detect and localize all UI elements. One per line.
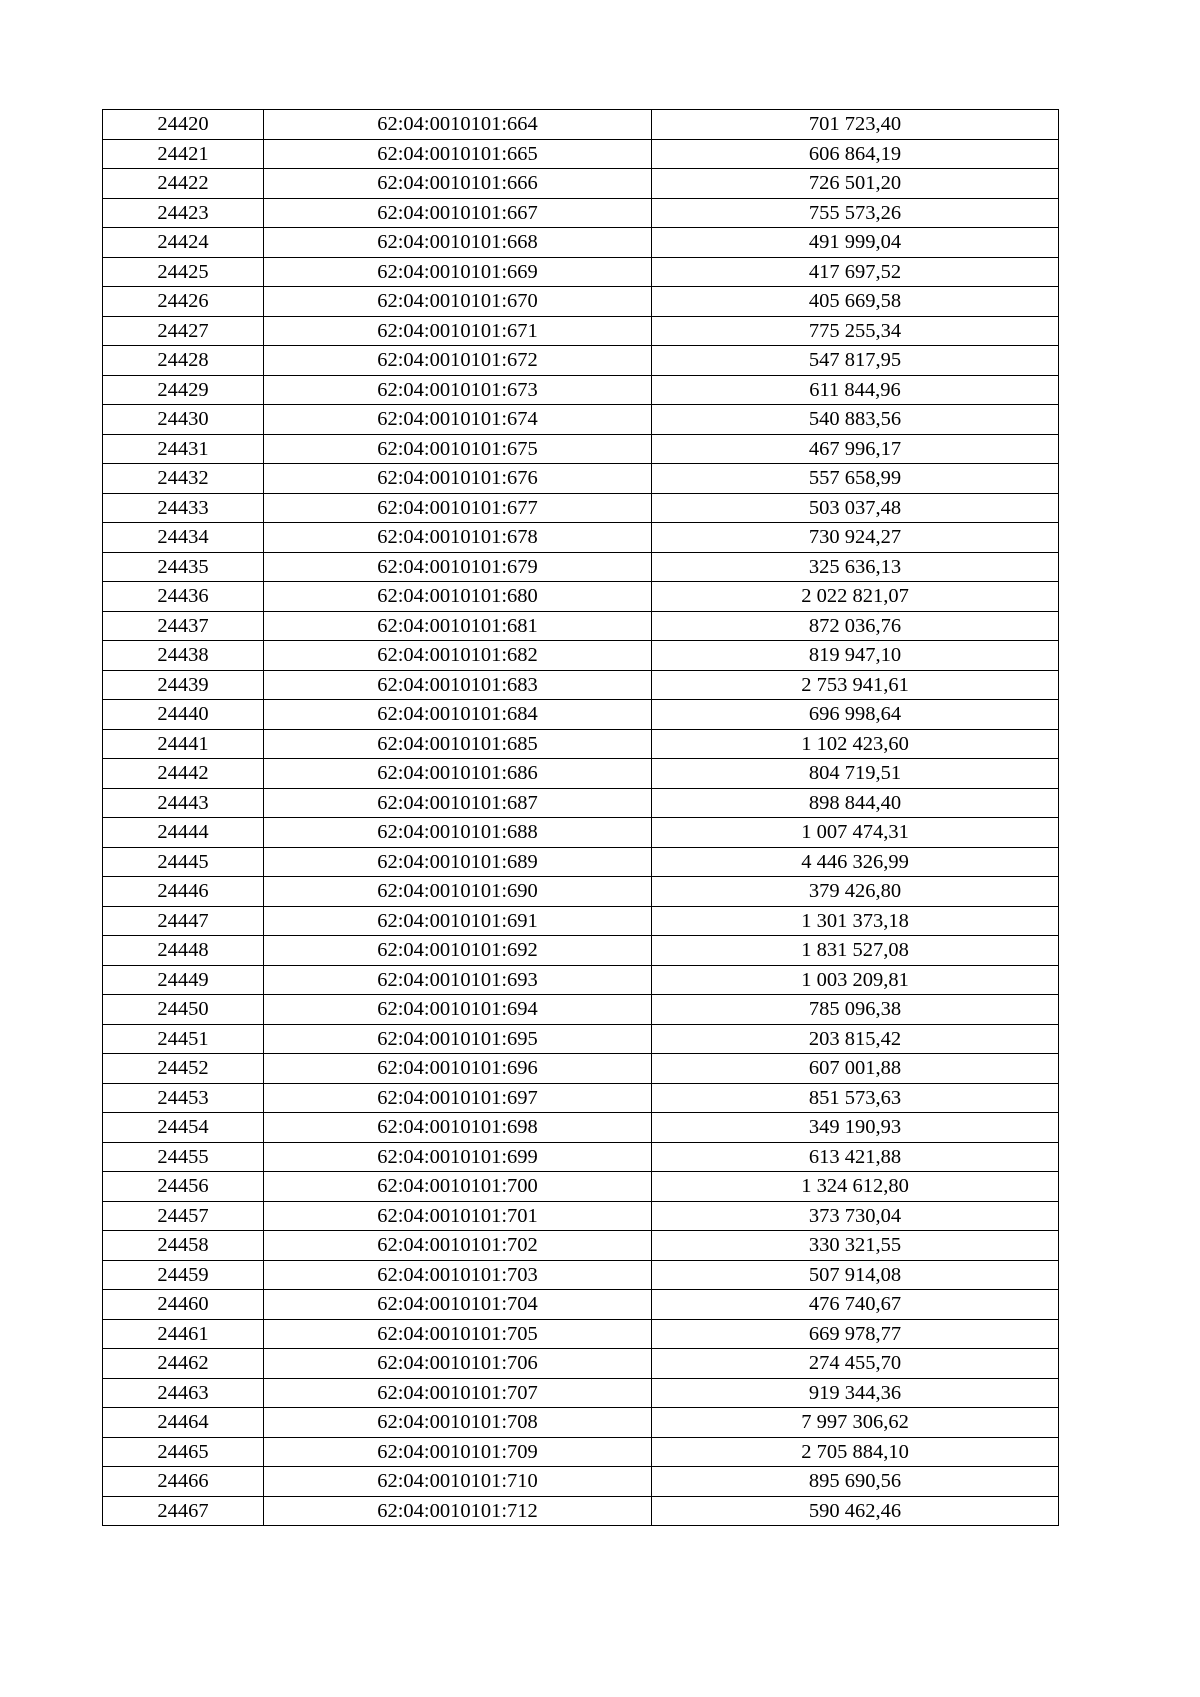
row-number-cell: 24439 <box>103 670 264 700</box>
cadastral-value-cell: 611 844,96 <box>652 375 1059 405</box>
row-number-cell: 24462 <box>103 1349 264 1379</box>
cadastral-value-cell: 379 426,80 <box>652 877 1059 907</box>
cadastral-number-cell: 62:04:0010101:682 <box>264 641 652 671</box>
cadastral-number-cell: 62:04:0010101:665 <box>264 139 652 169</box>
row-number-cell: 24442 <box>103 759 264 789</box>
row-number-cell: 24446 <box>103 877 264 907</box>
cadastral-number-cell: 62:04:0010101:694 <box>264 995 652 1025</box>
row-number-cell: 24424 <box>103 228 264 258</box>
cadastral-value-cell: 467 996,17 <box>652 434 1059 464</box>
table-row <box>103 228 1059 258</box>
cadastral-value-cell: 330 321,55 <box>652 1231 1059 1261</box>
cadastral-value-cell: 2 753 941,61 <box>652 670 1059 700</box>
table-row <box>103 700 1059 730</box>
cadastral-value-cell: 851 573,63 <box>652 1083 1059 1113</box>
table-row <box>103 1437 1059 1467</box>
table-row <box>103 464 1059 494</box>
row-number-cell: 24457 <box>103 1201 264 1231</box>
table-row <box>103 1319 1059 1349</box>
row-number-cell: 24455 <box>103 1142 264 1172</box>
row-number-cell: 24452 <box>103 1054 264 1084</box>
cadastral-value-cell: 730 924,27 <box>652 523 1059 553</box>
cadastral-value-cell: 613 421,88 <box>652 1142 1059 1172</box>
row-number-cell: 24433 <box>103 493 264 523</box>
cadastral-number-cell: 62:04:0010101:667 <box>264 198 652 228</box>
cadastral-value-cell: 405 669,58 <box>652 287 1059 317</box>
table-row <box>103 729 1059 759</box>
cadastral-value-cell: 701 723,40 <box>652 110 1059 140</box>
cadastral-number-cell: 62:04:0010101:675 <box>264 434 652 464</box>
cadastral-number-cell: 62:04:0010101:698 <box>264 1113 652 1143</box>
table-row <box>103 641 1059 671</box>
table-row <box>103 1201 1059 1231</box>
cadastral-number-cell: 62:04:0010101:679 <box>264 552 652 582</box>
row-number-cell: 24431 <box>103 434 264 464</box>
table-row <box>103 1172 1059 1202</box>
cadastral-number-cell: 62:04:0010101:710 <box>264 1467 652 1497</box>
cadastral-number-cell: 62:04:0010101:688 <box>264 818 652 848</box>
row-number-cell: 24447 <box>103 906 264 936</box>
cadastral-number-cell: 62:04:0010101:693 <box>264 965 652 995</box>
cadastral-number-cell: 62:04:0010101:673 <box>264 375 652 405</box>
row-number-cell: 24440 <box>103 700 264 730</box>
cadastral-value-cell: 898 844,40 <box>652 788 1059 818</box>
table-row <box>103 552 1059 582</box>
cadastral-number-cell: 62:04:0010101:669 <box>264 257 652 287</box>
table-row <box>103 405 1059 435</box>
table-row <box>103 316 1059 346</box>
cadastral-number-cell: 62:04:0010101:666 <box>264 169 652 199</box>
row-number-cell: 24441 <box>103 729 264 759</box>
table-row <box>103 198 1059 228</box>
cadastral-value-cell: 547 817,95 <box>652 346 1059 376</box>
cadastral-number-cell: 62:04:0010101:707 <box>264 1378 652 1408</box>
table-body <box>103 110 1059 1526</box>
row-number-cell: 24438 <box>103 641 264 671</box>
table-row <box>103 1378 1059 1408</box>
row-number-cell: 24430 <box>103 405 264 435</box>
cadastral-number-cell: 62:04:0010101:684 <box>264 700 652 730</box>
row-number-cell: 24467 <box>103 1496 264 1526</box>
cadastral-number-cell: 62:04:0010101:687 <box>264 788 652 818</box>
row-number-cell: 24426 <box>103 287 264 317</box>
cadastral-number-cell: 62:04:0010101:685 <box>264 729 652 759</box>
table-row <box>103 818 1059 848</box>
cadastral-number-cell: 62:04:0010101:696 <box>264 1054 652 1084</box>
table-row <box>103 611 1059 641</box>
cadastral-value-cell: 491 999,04 <box>652 228 1059 258</box>
cadastral-value-cell: 373 730,04 <box>652 1201 1059 1231</box>
cadastral-value-cell: 2 705 884,10 <box>652 1437 1059 1467</box>
cadastral-number-cell: 62:04:0010101:681 <box>264 611 652 641</box>
cadastral-value-cell: 919 344,36 <box>652 1378 1059 1408</box>
cadastral-value-cell: 606 864,19 <box>652 139 1059 169</box>
cadastral-value-cell: 4 446 326,99 <box>652 847 1059 877</box>
table-row <box>103 1024 1059 1054</box>
cadastral-number-cell: 62:04:0010101:705 <box>264 1319 652 1349</box>
row-number-cell: 24463 <box>103 1378 264 1408</box>
row-number-cell: 24421 <box>103 139 264 169</box>
row-number-cell: 24448 <box>103 936 264 966</box>
row-number-cell: 24456 <box>103 1172 264 1202</box>
row-number-cell: 24465 <box>103 1437 264 1467</box>
cadastral-number-cell: 62:04:0010101:712 <box>264 1496 652 1526</box>
cadastral-number-cell: 62:04:0010101:683 <box>264 670 652 700</box>
cadastral-value-cell: 349 190,93 <box>652 1113 1059 1143</box>
row-number-cell: 24453 <box>103 1083 264 1113</box>
cadastral-number-cell: 62:04:0010101:686 <box>264 759 652 789</box>
row-number-cell: 24437 <box>103 611 264 641</box>
cadastral-number-cell: 62:04:0010101:701 <box>264 1201 652 1231</box>
table-row <box>103 523 1059 553</box>
cadastral-number-cell: 62:04:0010101:692 <box>264 936 652 966</box>
cadastral-number-cell: 62:04:0010101:664 <box>264 110 652 140</box>
table-row <box>103 1054 1059 1084</box>
cadastral-value-cell: 696 998,64 <box>652 700 1059 730</box>
cadastral-value-cell: 476 740,67 <box>652 1290 1059 1320</box>
table-row <box>103 257 1059 287</box>
table-row <box>103 759 1059 789</box>
table-row <box>103 493 1059 523</box>
cadastral-number-cell: 62:04:0010101:690 <box>264 877 652 907</box>
table-row <box>103 169 1059 199</box>
cadastral-value-cell: 2 022 821,07 <box>652 582 1059 612</box>
cadastral-value-cell: 726 501,20 <box>652 169 1059 199</box>
table-row <box>103 936 1059 966</box>
table-row <box>103 670 1059 700</box>
row-number-cell: 24459 <box>103 1260 264 1290</box>
cadastral-number-cell: 62:04:0010101:676 <box>264 464 652 494</box>
table-row <box>103 1467 1059 1497</box>
row-number-cell: 24460 <box>103 1290 264 1320</box>
cadastral-value-cell: 1 007 474,31 <box>652 818 1059 848</box>
row-number-cell: 24449 <box>103 965 264 995</box>
cadastral-value-cell: 1 102 423,60 <box>652 729 1059 759</box>
cadastral-value-cell: 540 883,56 <box>652 405 1059 435</box>
row-number-cell: 24444 <box>103 818 264 848</box>
cadastral-number-cell: 62:04:0010101:680 <box>264 582 652 612</box>
table-row <box>103 1142 1059 1172</box>
cadastral-value-table <box>102 109 1059 1526</box>
cadastral-value-cell: 590 462,46 <box>652 1496 1059 1526</box>
cadastral-value-cell: 1 831 527,08 <box>652 936 1059 966</box>
cadastral-value-cell: 507 914,08 <box>652 1260 1059 1290</box>
table-row <box>103 375 1059 405</box>
table-row <box>103 965 1059 995</box>
row-number-cell: 24445 <box>103 847 264 877</box>
cadastral-number-cell: 62:04:0010101:697 <box>264 1083 652 1113</box>
cadastral-value-cell: 872 036,76 <box>652 611 1059 641</box>
cadastral-value-cell: 607 001,88 <box>652 1054 1059 1084</box>
cadastral-value-cell: 755 573,26 <box>652 198 1059 228</box>
table-row <box>103 582 1059 612</box>
cadastral-value-cell: 804 719,51 <box>652 759 1059 789</box>
table-row <box>103 1349 1059 1379</box>
row-number-cell: 24423 <box>103 198 264 228</box>
cadastral-number-cell: 62:04:0010101:677 <box>264 493 652 523</box>
cadastral-number-cell: 62:04:0010101:691 <box>264 906 652 936</box>
cadastral-value-cell: 895 690,56 <box>652 1467 1059 1497</box>
cadastral-number-cell: 62:04:0010101:695 <box>264 1024 652 1054</box>
table-row <box>103 1113 1059 1143</box>
row-number-cell: 24436 <box>103 582 264 612</box>
cadastral-number-cell: 62:04:0010101:703 <box>264 1260 652 1290</box>
row-number-cell: 24454 <box>103 1113 264 1143</box>
cadastral-number-cell: 62:04:0010101:700 <box>264 1172 652 1202</box>
table-row <box>103 1231 1059 1261</box>
cadastral-value-cell: 417 697,52 <box>652 257 1059 287</box>
row-number-cell: 24435 <box>103 552 264 582</box>
row-number-cell: 24420 <box>103 110 264 140</box>
table-row <box>103 139 1059 169</box>
row-number-cell: 24458 <box>103 1231 264 1261</box>
cadastral-number-cell: 62:04:0010101:678 <box>264 523 652 553</box>
table-row <box>103 788 1059 818</box>
cadastral-value-cell: 785 096,38 <box>652 995 1059 1025</box>
table-row <box>103 346 1059 376</box>
row-number-cell: 24466 <box>103 1467 264 1497</box>
table-row <box>103 877 1059 907</box>
cadastral-value-cell: 325 636,13 <box>652 552 1059 582</box>
table-row <box>103 1290 1059 1320</box>
cadastral-value-cell: 669 978,77 <box>652 1319 1059 1349</box>
cadastral-number-cell: 62:04:0010101:670 <box>264 287 652 317</box>
table-row <box>103 1083 1059 1113</box>
table-row <box>103 906 1059 936</box>
table-row <box>103 1408 1059 1438</box>
cadastral-value-cell: 1 324 612,80 <box>652 1172 1059 1202</box>
table-row <box>103 1260 1059 1290</box>
table-row <box>103 1496 1059 1526</box>
table-row <box>103 287 1059 317</box>
cadastral-number-cell: 62:04:0010101:671 <box>264 316 652 346</box>
cadastral-value-cell: 7 997 306,62 <box>652 1408 1059 1438</box>
row-number-cell: 24443 <box>103 788 264 818</box>
row-number-cell: 24464 <box>103 1408 264 1438</box>
cadastral-number-cell: 62:04:0010101:689 <box>264 847 652 877</box>
table-row <box>103 434 1059 464</box>
row-number-cell: 24427 <box>103 316 264 346</box>
table-row <box>103 847 1059 877</box>
cadastral-number-cell: 62:04:0010101:699 <box>264 1142 652 1172</box>
cadastral-number-cell: 62:04:0010101:704 <box>264 1290 652 1320</box>
cadastral-value-cell: 503 037,48 <box>652 493 1059 523</box>
cadastral-number-cell: 62:04:0010101:702 <box>264 1231 652 1261</box>
cadastral-number-cell: 62:04:0010101:672 <box>264 346 652 376</box>
row-number-cell: 24432 <box>103 464 264 494</box>
cadastral-value-cell: 1 301 373,18 <box>652 906 1059 936</box>
cadastral-number-cell: 62:04:0010101:709 <box>264 1437 652 1467</box>
row-number-cell: 24428 <box>103 346 264 376</box>
row-number-cell: 24450 <box>103 995 264 1025</box>
row-number-cell: 24451 <box>103 1024 264 1054</box>
cadastral-value-cell: 274 455,70 <box>652 1349 1059 1379</box>
row-number-cell: 24422 <box>103 169 264 199</box>
table-row <box>103 995 1059 1025</box>
cadastral-value-cell: 1 003 209,81 <box>652 965 1059 995</box>
row-number-cell: 24429 <box>103 375 264 405</box>
row-number-cell: 24425 <box>103 257 264 287</box>
cadastral-number-cell: 62:04:0010101:706 <box>264 1349 652 1379</box>
cadastral-number-cell: 62:04:0010101:668 <box>264 228 652 258</box>
cadastral-value-cell: 775 255,34 <box>652 316 1059 346</box>
row-number-cell: 24434 <box>103 523 264 553</box>
cadastral-number-cell: 62:04:0010101:708 <box>264 1408 652 1438</box>
cadastral-value-cell: 819 947,10 <box>652 641 1059 671</box>
cadastral-value-cell: 203 815,42 <box>652 1024 1059 1054</box>
row-number-cell: 24461 <box>103 1319 264 1349</box>
cadastral-value-cell: 557 658,99 <box>652 464 1059 494</box>
table-row <box>103 110 1059 140</box>
cadastral-number-cell: 62:04:0010101:674 <box>264 405 652 435</box>
